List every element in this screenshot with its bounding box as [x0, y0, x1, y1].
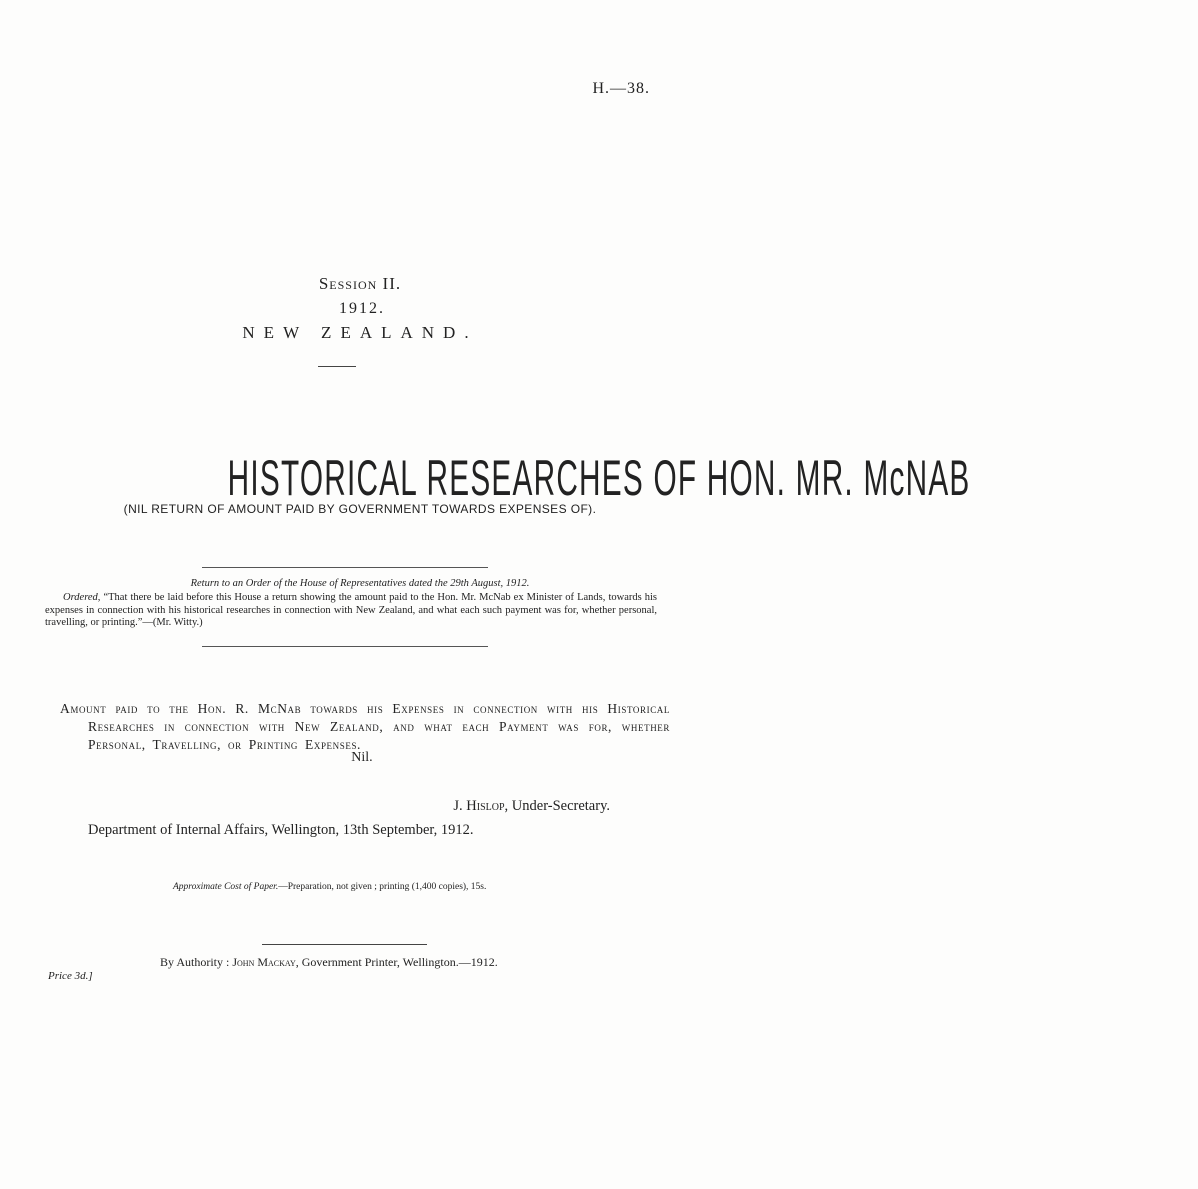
cost-note: [173, 882, 486, 892]
nil-value: Nil.: [351, 750, 373, 765]
divider-top: [202, 567, 488, 568]
authority-printer: John Mackay,: [232, 955, 299, 969]
price-label: Price 3d.]: [48, 970, 93, 982]
paper-number: H.—38.: [592, 80, 650, 97]
cost-text: —Preparation, not given ; printing (1,400 copies), 15s.: [278, 882, 487, 892]
cost-label: Approximate Cost of Paper.: [173, 882, 279, 892]
return-line: Return to an Order of the House of Representatives dated the 29th August, 1912.: [190, 578, 530, 589]
authority-prefix: By Authority :: [160, 955, 230, 969]
order-label: Ordered,: [63, 592, 101, 603]
signature: [453, 798, 610, 815]
order-text: “That there be laid before this House a return showing the amount paid to the Hon. Mr. McNab ex Minister of Lands, towards his expenses in connection with his historical researches in connection with New Zealand, and what each such payment was for, whether personal, travelling, or printing.”—(Mr. Witty.): [45, 592, 657, 628]
document-title-text: HISTORICAL RESEARCHES OF HON. MR. McNAB: [227, 451, 971, 507]
order-paragraph: [45, 592, 657, 630]
document-subtitle: (NIL RETURN OF AMOUNT PAID BY GOVERNMENT TOWARDS EXPENSES OF).: [123, 502, 597, 516]
document-title: [0, 450, 971, 508]
session-label: Session II.: [318, 274, 402, 293]
country-label: NEW ZEALAND.: [242, 323, 478, 342]
signature-title: Under-Secretary.: [511, 798, 610, 814]
amount-heading: Amount paid to the Hon. R. McNab towards his Expenses in connection with his Historical Researches in connection with New Zealand, and what each Payment was for, whether Personal, Travelling, or Printing Expenses.: [60, 701, 670, 752]
short-divider: [318, 366, 356, 367]
divider-bottom: [262, 944, 427, 945]
divider-middle: [202, 646, 488, 647]
authority-suffix: Government Printer, Wellington.—1912.: [301, 955, 498, 969]
department-line: Department of Internal Affairs, Wellington, 13th September, 1912.: [88, 822, 474, 838]
year-label: 1912.: [339, 300, 385, 317]
signature-name: J. Hislop,: [453, 798, 509, 814]
authority-line: [160, 955, 498, 970]
